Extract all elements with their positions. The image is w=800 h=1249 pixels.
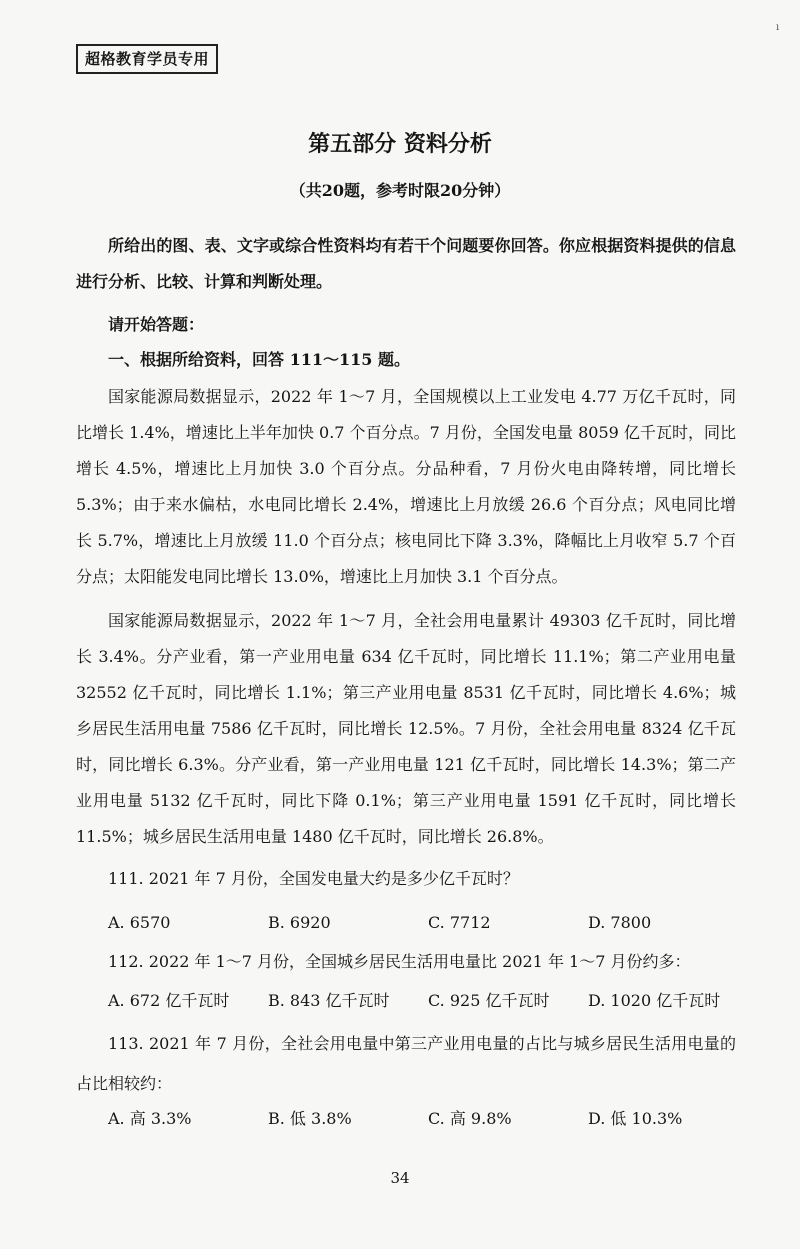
question-options	[108, 987, 748, 1015]
stamp-label: 超格教育学员专用	[76, 44, 218, 74]
question-stem: 113. 2021 年 7 月份，全社会用电量中第三产业用电量的占比与城乡居民生活用电量的占比相较约：	[76, 1034, 736, 1093]
option-d[interactable]: D. 1020 亿千瓦时	[588, 991, 721, 1010]
option-c[interactable]: C. 高 9.8%	[428, 1109, 512, 1128]
question-options	[108, 1105, 748, 1133]
margin-mark: ı	[776, 22, 780, 33]
option-b[interactable]: B. 低 3.8%	[268, 1109, 352, 1128]
page-number: 34	[390, 1169, 410, 1187]
question-options	[108, 909, 748, 937]
question-stem: 111. 2021 年 7 月份，全国发电量大约是多少亿千瓦时？	[108, 869, 519, 888]
start-prompt: 请开始答题：	[108, 315, 205, 334]
option-a[interactable]: A. 高 3.3%	[108, 1109, 192, 1128]
option-c[interactable]: C. 7712	[428, 913, 491, 932]
instructions: 所给出的图、表、文字或综合性资料均有若干个问题要你回答。你应根据资料提供的信息进行分析、比较、计算和判断处理。	[76, 236, 736, 291]
question-stem: 112. 2022 年 1～7 月份，全国城乡居民生活用电量比 2021 年 1～7 月份约多：	[108, 952, 691, 971]
page-title: 第五部分 资料分析	[308, 132, 492, 157]
option-b[interactable]: B. 843 亿千瓦时	[268, 991, 390, 1010]
data-paragraph-1: 国家能源局数据显示，2022 年 1～7 月，全国规模以上工业发电 4.77 万亿千瓦时，同比增长 1.4%，增速比上半年加快 0.7 个百分点。7 月份，全国发电量 8059 亿千瓦时，同比增长 4.5%，增速比上月加快 3.0 个百分点。分品种看，7 月份火电由降转增，同比增长 5.3%；由于来水偏枯，水电同比增长 2.4%，增速比上月放缓 26.6 个百分点；风电同比增长 5.7%，增速比上月放缓 11.0 个百分点；核电同比下降 3.3%，降幅比上月收窄 5.7 个百分点；太阳能发电同比增长 13.0%，增速比上月加快 3.1 个百分点。	[76, 387, 736, 586]
option-d[interactable]: D. 低 10.3%	[588, 1109, 683, 1128]
option-a[interactable]: A. 6570	[108, 913, 171, 932]
section-heading: 一、根据所给资料，回答 111～115 题。	[108, 350, 410, 369]
option-d[interactable]: D. 7800	[588, 913, 652, 932]
option-b[interactable]: B. 6920	[268, 913, 331, 932]
page-subtitle: （共20题，参考时限20分钟）	[289, 181, 511, 200]
option-c[interactable]: C. 925 亿千瓦时	[428, 991, 550, 1010]
option-a[interactable]: A. 672 亿千瓦时	[108, 991, 230, 1010]
data-paragraph-2: 国家能源局数据显示，2022 年 1～7 月，全社会用电量累计 49303 亿千瓦时，同比增长 3.4%。分产业看，第一产业用电量 634 亿千瓦时，同比增长 11.1%；第二产业用电量 32552 亿千瓦时，同比增长 1.1%；第三产业用电量 8531 亿千瓦时，同比增长 4.6%；城乡居民生活用电量 7586 亿千瓦时，同比增长 12.5%。7 月份，全社会用电量 8324 亿千瓦时，同比增长 6.3%。分产业看，第一产业用电量 121 亿千瓦时，同比增长 14.3%；第二产业用电量 5132 亿千瓦时，同比下降 0.1%；第三产业用电量 1591 亿千瓦时，同比增长 11.5%；城乡居民生活用电量 1480 亿千瓦时，同比增长 26.8%。	[76, 611, 736, 846]
